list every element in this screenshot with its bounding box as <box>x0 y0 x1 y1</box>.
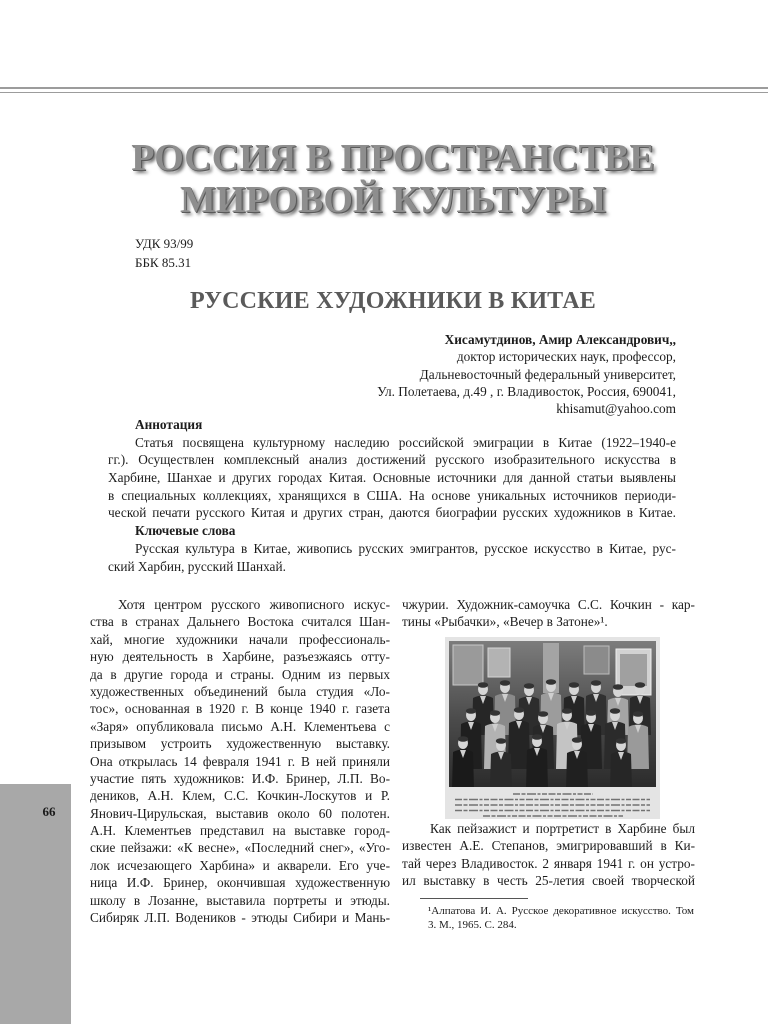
body-text-line: Хотя центром русского живописного искус- <box>118 597 390 612</box>
body-text-line: ница И.Ф. Бринер, окончившая художественную <box>90 875 390 891</box>
body-text-line: Она открылась 14 февраля 1941 г. В ней приняли <box>90 753 390 769</box>
section-title <box>93 137 693 221</box>
person-hair <box>635 682 645 688</box>
abstract-line: гг.). Осуществлен комплексный анализ достижений русского изобразительного искусства в <box>108 452 676 468</box>
person-hair <box>586 710 596 716</box>
person-hair <box>633 711 643 717</box>
abstract-heading: Аннотация <box>135 417 203 432</box>
body-text-line: Янович-Цирульская, выставив около 60 полотен. <box>90 805 390 821</box>
person-hair <box>500 680 510 686</box>
author-affiliation: Дальневосточный федеральный университет, <box>419 366 676 382</box>
person-hair <box>524 683 534 689</box>
author-address: Ул. Полетаева, д.49 , г. Владивосток, Россия, 690041, <box>377 383 676 399</box>
body-text-line: художественных объединений была студия «Ло- <box>90 683 390 699</box>
header-rule-thick <box>0 87 768 89</box>
abstract-line: Статья посвящена культурному наследию российской эмиграции в Китае (1922–1940-е <box>135 434 676 450</box>
author-name: Хисамутдинов, Амир Александрович,, <box>444 332 676 347</box>
body-text-line: ства в странах Дальнего Востока считался Шан- <box>90 614 390 630</box>
body-text-line: тос», основанная в 1920 г. В конце 1940 г. газета <box>90 701 390 717</box>
person-hair <box>466 708 476 714</box>
wall-painting-detail <box>620 654 647 686</box>
body-text-line: лок исчезающего Харбина» и акварели. Его уче- <box>90 857 390 873</box>
page-number-tab <box>0 784 71 1024</box>
section-title-line: МИРОВОЙ КУЛЬТУРЫ <box>180 179 606 221</box>
article-title: РУССКИЕ ХУДОЖНИКИ В КИТАЕ <box>190 288 596 314</box>
footnote-line: 3. М., 1965. С. 284. <box>428 919 517 931</box>
person-hair <box>591 680 601 686</box>
udk-code: УДК 93/99 <box>135 236 194 251</box>
body-right-column-bottom <box>402 820 695 890</box>
photo-scene <box>452 643 651 789</box>
person-hair <box>496 738 506 744</box>
person-hair <box>569 682 579 688</box>
body-text-line: А.Н. Клементьев представил на выставке город- <box>90 823 390 839</box>
wall-painting <box>488 648 510 677</box>
body-text-line: призывом устроить художественную выставку. <box>90 736 390 752</box>
author-block <box>300 331 676 417</box>
person-hair <box>546 679 556 685</box>
body-text-line: ную деятельность в Харбине, разъезжаясь отту- <box>90 649 390 665</box>
body-text-line: ил выставку в честь 25-летия своей творческой <box>402 873 695 889</box>
body-text-line: школу в Лозанне, выставила портреты и этюды. <box>90 892 390 908</box>
footnote <box>428 904 694 932</box>
body-text-line: тай через Владивосток. 2 января 1941 г. он устро- <box>402 855 695 871</box>
abstract-line: ческой печати русского Китая и других стран, даются биографии русских художников в Китае. <box>108 505 676 521</box>
wall-painting <box>453 645 483 685</box>
body-right-column-top <box>402 596 695 631</box>
author-degree: доктор исторических наук, профессор, <box>456 349 676 365</box>
body-text-line: «Заря» опубликовала письмо А.Н. Клементьева с <box>90 718 390 734</box>
person-hair <box>616 738 626 744</box>
person-hair <box>458 736 468 742</box>
keywords-line: ский Харбин, русский Шанхай. <box>108 558 286 574</box>
person-hair <box>613 684 623 690</box>
person-hair <box>562 708 572 714</box>
person-hair <box>490 710 500 716</box>
person-hair <box>572 737 582 743</box>
person-hair <box>532 734 542 740</box>
body-text-line: деников, А.Н. Клем, С.С. Кочкин-Лоскутов и Р. <box>90 788 390 804</box>
body-text-line: тины «Рыбачки», «Вечер в Затоне»¹. <box>402 614 608 630</box>
abstract-line: Харбине, Шанхае и других городах Китая. Основные источники для данной статьи выявлены <box>108 470 676 486</box>
body-text-line: известен А.Е. Степанов, эмигрировавший в Ки- <box>402 838 695 854</box>
body-text-line: да в другие города и страны. Одним из первых <box>90 666 390 682</box>
body-text-line: ские пейзажи: «К весне», «Последний снег», «Уго- <box>90 840 390 856</box>
bbk-code: ББК 85.31 <box>135 255 192 270</box>
body-text-line: участие пять художников: И.Ф. Бринер, Л.П. Во- <box>90 770 390 786</box>
person-hair <box>478 682 488 688</box>
body-text-line: Как пейзажист и портретист в Харбине был <box>430 821 695 836</box>
author-email: khisamut@yahoo.com <box>556 401 676 417</box>
header-rule-thin <box>0 92 768 93</box>
abstract-line: в специальных коллекциях, хранящихся в США. На основе уникальных источников периоди- <box>108 487 676 503</box>
wall-painting <box>584 646 609 674</box>
person-hair <box>514 707 524 713</box>
page-number: 66 <box>42 804 56 819</box>
classification-codes <box>135 234 193 272</box>
body-text-line: Сибиряк Л.П. Водеников - этюды Сибири и Мань- <box>90 910 390 926</box>
footnote-line: ¹Алпатова И. А. Русское декоративное искусство. Том <box>428 905 694 917</box>
footnote-separator <box>420 898 528 899</box>
person-hair <box>610 708 620 714</box>
keywords-heading: Ключевые слова <box>135 523 236 539</box>
person-hair <box>538 711 548 717</box>
section-title-line: РОССИЯ В ПРОСТРАНСТВЕ <box>131 137 655 179</box>
body-text-line: чжурии. Художник-самоучка С.С. Кочкин - кар- <box>402 597 695 612</box>
body-left-column <box>90 596 390 926</box>
body-text-line: хай, многие художники начали профессиональ- <box>90 631 390 647</box>
keywords-line: Русская культура в Китае, живопись русских эмигрантов, русское искусство в Китае, рус- <box>135 540 676 556</box>
abstract-section <box>108 416 676 575</box>
group-photo <box>445 637 660 819</box>
